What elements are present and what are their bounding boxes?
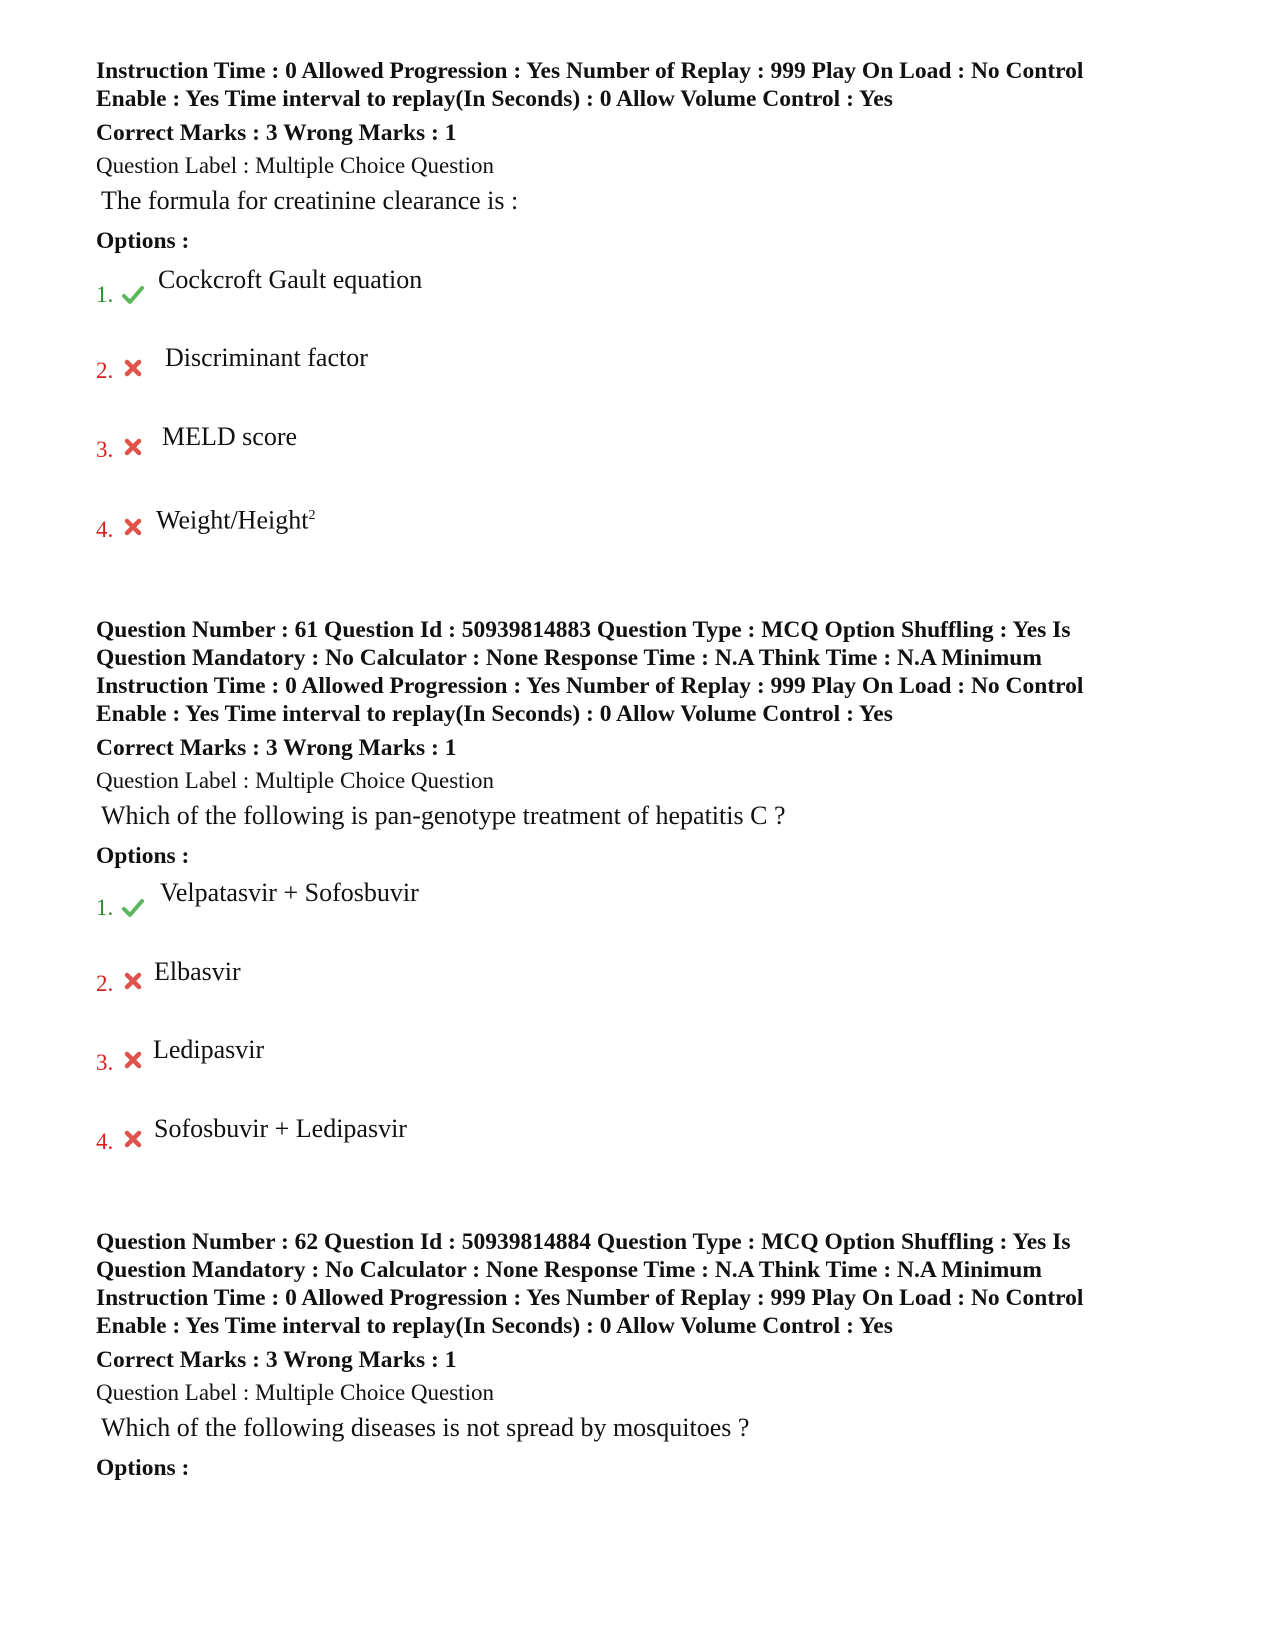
question-label: Question Label : Multiple Choice Question bbox=[96, 153, 494, 178]
cross-icon bbox=[122, 516, 144, 538]
meta-line: Enable : Yes Time interval to replay(In Seconds) : 0 Allow Volume Control : Yes bbox=[96, 86, 893, 112]
option-text: Elbasvir bbox=[154, 957, 241, 986]
option-text bbox=[156, 500, 315, 537]
cross-icon bbox=[122, 436, 144, 458]
option-number: 3. bbox=[96, 437, 114, 462]
option-number: 2. bbox=[96, 358, 114, 383]
question-meta bbox=[96, 616, 1196, 728]
option-text: Velpatasvir + Sofosbuvir bbox=[160, 878, 419, 907]
option-text: Sofosbuvir + Ledipasvir bbox=[154, 1114, 407, 1143]
check-icon bbox=[122, 897, 144, 919]
cross-icon bbox=[122, 1049, 144, 1071]
option-item bbox=[96, 265, 896, 338]
option-number: 2. bbox=[96, 971, 114, 996]
question-meta bbox=[96, 57, 1196, 113]
option-number: 1. bbox=[96, 282, 114, 307]
options-heading: Options : bbox=[96, 843, 190, 869]
marks-line: Correct Marks : 3 Wrong Marks : 1 bbox=[96, 735, 457, 761]
meta-line: Instruction Time : 0 Allowed Progression : Yes Number of Replay : 999 Play On Load : No Control bbox=[96, 1285, 1084, 1311]
meta-line: Instruction Time : 0 Allowed Progression : Yes Number of Replay : 999 Play On Load : No Control bbox=[96, 58, 1084, 84]
option-number: 1. bbox=[96, 895, 114, 920]
check-icon bbox=[122, 284, 144, 306]
option-item bbox=[96, 422, 896, 497]
options-heading: Options : bbox=[96, 1455, 190, 1481]
option-number: 3. bbox=[96, 1050, 114, 1075]
superscript: 2 bbox=[308, 508, 316, 523]
marks-line: Correct Marks : 3 Wrong Marks : 1 bbox=[96, 1347, 457, 1373]
option-text: Ledipasvir bbox=[153, 1035, 265, 1064]
cross-icon bbox=[122, 1128, 144, 1150]
question-block-prev bbox=[96, 57, 1196, 255]
cross-icon bbox=[122, 357, 144, 379]
question-text: Which of the following is pan-genotype treatment of hepatitis C ? bbox=[101, 801, 786, 830]
option-text-main: Weight/Height bbox=[156, 505, 309, 535]
option-text: MELD score bbox=[162, 422, 298, 451]
option-text: Cockcroft Gault equation bbox=[158, 265, 423, 294]
question-meta bbox=[96, 1228, 1196, 1340]
option-item bbox=[96, 878, 896, 951]
question-label: Question Label : Multiple Choice Question bbox=[96, 768, 494, 793]
meta-line: Question Mandatory : No Calculator : None Response Time : N.A Think Time : N.A Minimum bbox=[96, 645, 1042, 671]
meta-line: Question Number : 61 Question Id : 50939814883 Question Type : MCQ Option Shuffling : Yes Is bbox=[96, 617, 1071, 643]
question-block-62 bbox=[96, 1228, 1196, 1482]
meta-line: Question Number : 62 Question Id : 50939814884 Question Type : MCQ Option Shuffling : Yes Is bbox=[96, 1229, 1071, 1255]
options-heading: Options : bbox=[96, 228, 190, 254]
option-item bbox=[96, 343, 896, 418]
question-block-61 bbox=[96, 616, 1196, 870]
option-item bbox=[96, 505, 896, 577]
meta-line: Enable : Yes Time interval to replay(In Seconds) : 0 Allow Volume Control : Yes bbox=[96, 701, 893, 727]
marks-line: Correct Marks : 3 Wrong Marks : 1 bbox=[96, 120, 457, 146]
option-item bbox=[96, 957, 896, 1031]
option-item bbox=[96, 1035, 896, 1110]
meta-line: Instruction Time : 0 Allowed Progression : Yes Number of Replay : 999 Play On Load : No Control bbox=[96, 673, 1084, 699]
question-label: Question Label : Multiple Choice Question bbox=[96, 1380, 494, 1405]
option-number: 4. bbox=[96, 517, 114, 542]
option-item bbox=[96, 1114, 896, 1189]
meta-line: Question Mandatory : No Calculator : None Response Time : N.A Think Time : N.A Minimum bbox=[96, 1257, 1042, 1283]
meta-line: Enable : Yes Time interval to replay(In Seconds) : 0 Allow Volume Control : Yes bbox=[96, 1313, 893, 1339]
option-text: Discriminant factor bbox=[165, 343, 368, 372]
question-text: The formula for creatinine clearance is : bbox=[101, 186, 519, 215]
question-text: Which of the following diseases is not spread by mosquitoes ? bbox=[101, 1413, 750, 1442]
cross-icon bbox=[122, 970, 144, 992]
option-number: 4. bbox=[96, 1129, 114, 1154]
